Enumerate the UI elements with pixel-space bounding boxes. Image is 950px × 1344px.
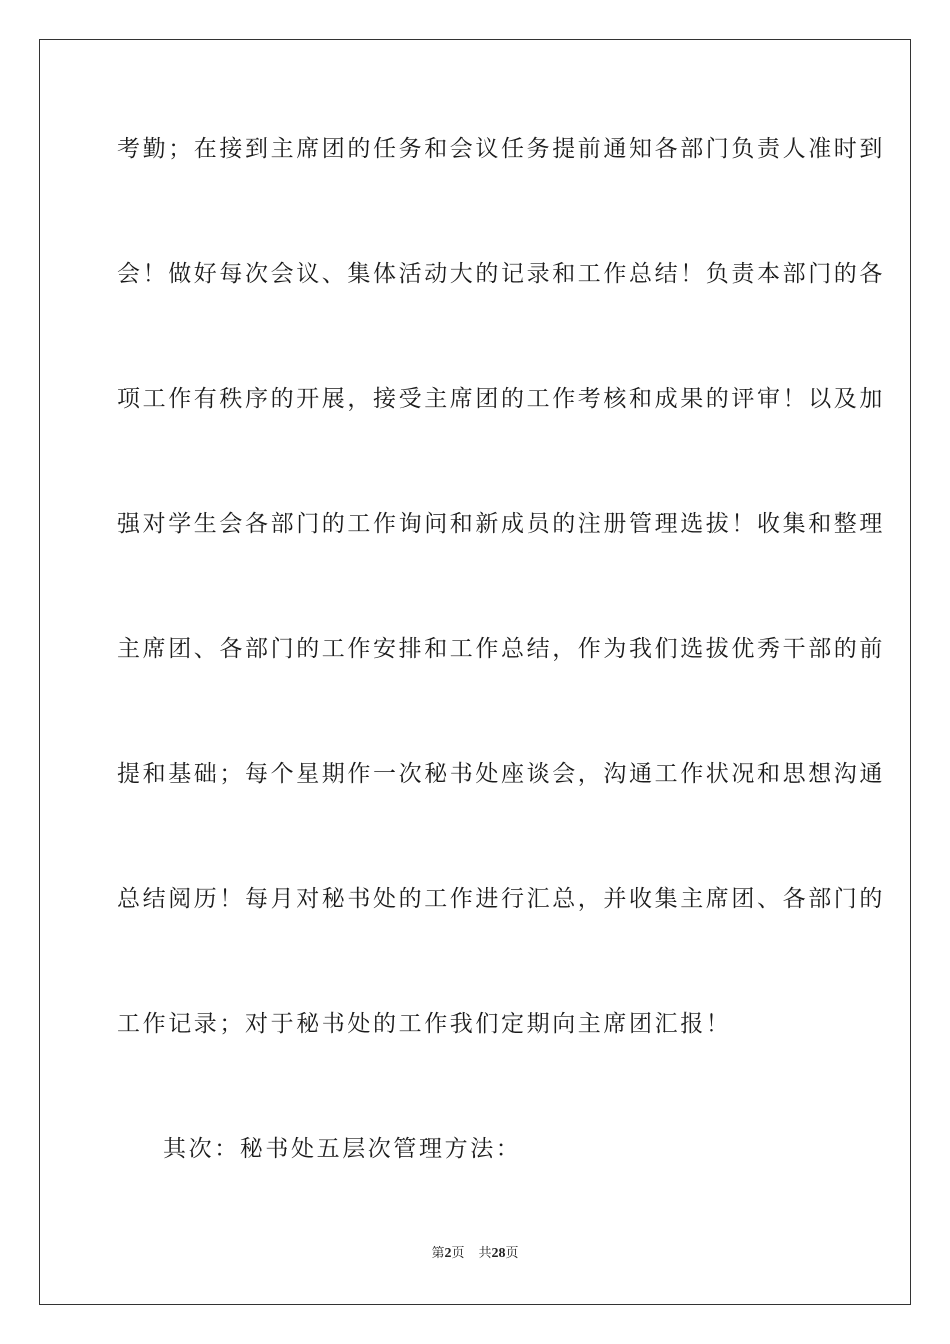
total-pages: 28 (491, 1246, 506, 1261)
body-text-line-1: 考勤；在接到主席团的任务和会议任务提前通知各部门负责人准时到 (117, 136, 885, 162)
page-border (39, 39, 911, 1305)
body-text-line-8: 工作记录；对于秘书处的工作我们定期向主席团汇报！ (117, 1011, 732, 1037)
body-text-line-2: 会！做好每次会议、集体活动大的记录和工作总结！负责本部门的各 (117, 261, 885, 287)
body-text-line-3: 项工作有秩序的开展，接受主席团的工作考核和成果的评审！以及加 (117, 386, 885, 412)
body-text-line-5: 主席团、各部门的工作安排和工作总结，作为我们选拔优秀干部的前 (117, 636, 885, 662)
body-text-line-6: 提和基础；每个星期作一次秘书处座谈会，沟通工作状况和思想沟通 (117, 761, 885, 787)
page-footer (0, 1245, 950, 1263)
page-number: 2 (444, 1246, 452, 1261)
page-prefix: 第 (431, 1246, 445, 1261)
page-suffix: 页 (451, 1246, 465, 1261)
total-prefix: 共 (478, 1246, 492, 1261)
body-text-line-4: 强对学生会各部门的工作询问和新成员的注册管理选拔！收集和整理 (117, 511, 885, 537)
section-heading: 其次：秘书处五层次管理方法： (163, 1136, 522, 1162)
body-text-line-7: 总结阅历！每月对秘书处的工作进行汇总，并收集主席团、各部门的 (117, 886, 885, 912)
total-suffix: 页 (505, 1246, 519, 1261)
